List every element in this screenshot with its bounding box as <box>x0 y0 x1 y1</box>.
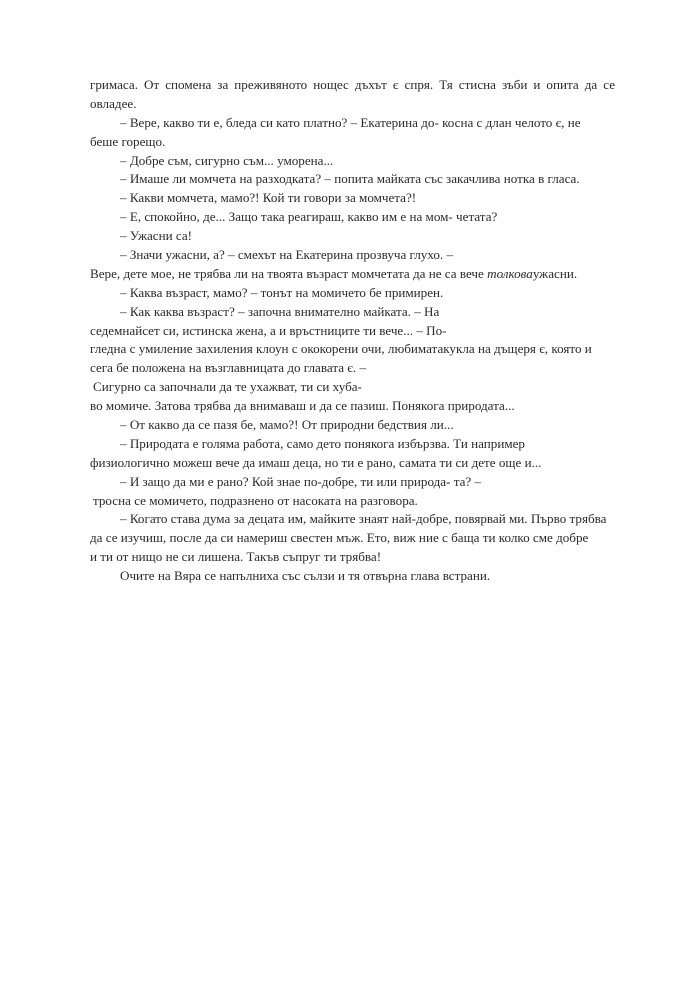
text-line: – Имаше ли момчета на разходката? – попита майката със закачлива нотка в гласа. <box>120 171 580 187</box>
italic-word: толкова <box>487 265 533 281</box>
text-line: – Как каква възраст? – започна внимателно майката. – На <box>120 303 440 319</box>
text-line: да се изучиш, после да си намериш свестен мъж. Ето, виж ние с баща ти колко сме добре <box>90 530 589 546</box>
text-line: – Какви момчета, мамо?! Кой ти говори за момчета?! <box>120 190 417 206</box>
text-line: гледна с умиление захиления клоун с ококорени очи, любиматакукла на дъщеря є, която и <box>90 341 592 357</box>
body-text <box>90 76 615 586</box>
text-line: – Е, спокойно, де... Защо така реагираш, какво им е на мом- четата? <box>120 209 498 225</box>
text-line: Сигурно са започнали да те ухажват, ти си хуба- <box>93 379 362 395</box>
text-line: – Вере, какво ти е, бледа си като платно? – Екатерина до- косна с длан челото є, не <box>120 114 581 130</box>
text-line: – Когато става дума за децата им, майките знаят най-добре, повярвай ми. Първо трябва <box>120 511 607 527</box>
text-line: и ти от нищо не си лишена. Такъв съпруг ти трябва! <box>90 549 382 565</box>
text-line: сега бе положена на възглавницата до главата є. – <box>90 360 367 376</box>
text-line: – Ужасни са! <box>120 228 193 244</box>
text-line: физиологично можеш вече да имаш деца, но ти е рано, самата ти си дете още и... <box>90 454 542 470</box>
text-line: – Природата е голяма работа, само дето понякога избързва. Ти например <box>120 435 525 451</box>
text-line: – Значи ужасни, а? – смехът на Екатерина прозвуча глухо. – <box>120 247 454 263</box>
text-line: седемнайсет си, истинска жена, а и връстниците ти вече... – По- <box>90 322 447 338</box>
text-line: во момиче. Затова трябва да внимаваш и да се пазиш. Понякога природата... <box>90 398 515 414</box>
text-line: беше горещо. <box>90 133 166 149</box>
text-line <box>90 265 615 284</box>
text-line: – Каква възраст, мамо? – тонът на момичето бе примирен. <box>120 284 444 300</box>
text-segment: Вере, дете мое, не трябва ли на твоята възраст момчетата да не са вече <box>90 265 488 281</box>
text-line: Очите на Вяра се напълниха със сълзи и тя отвърна глава встрани. <box>120 568 491 584</box>
text-line: – И защо да ми е рано? Кой знае по-добре, ти или природа- та? – <box>120 473 482 489</box>
text-segment: ужасни. <box>532 265 578 281</box>
text-line: – Добре съм, сигурно съм... уморена... <box>120 152 334 168</box>
text-line: овладее. <box>90 95 137 111</box>
text-line: тросна се момичето, подразнено от насоката на разговора. <box>93 492 418 508</box>
text-line: – От какво да се пазя бе, мамо?! От природни бедствия ли... <box>120 417 454 433</box>
text-line: гримаса. От спомена за преживяното нощес дъхът є спря. Тя стисна зъби и опита да се <box>90 77 615 92</box>
